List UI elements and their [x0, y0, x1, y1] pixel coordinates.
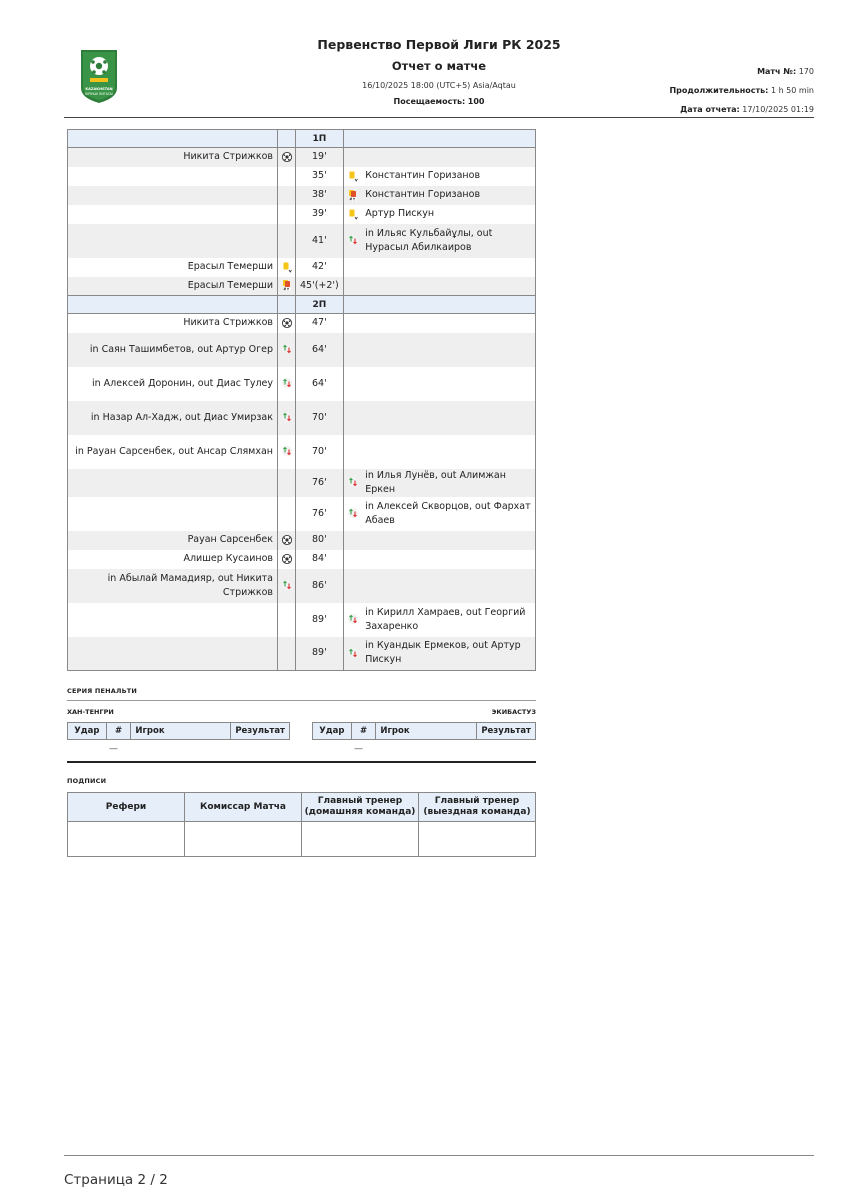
yellow-card-icon	[347, 170, 359, 182]
goal-ball-icon	[281, 317, 293, 329]
footer-divider	[64, 1155, 814, 1156]
page-number: Страница 2 / 2	[64, 1172, 168, 1188]
event-minute: 70'	[296, 435, 344, 469]
home-event-text: Ерасыл Темерши	[68, 277, 278, 296]
event-row	[68, 148, 536, 167]
home-event-icon	[278, 550, 296, 569]
event-minute: 86'	[296, 569, 344, 603]
away-event-icon	[343, 148, 363, 167]
away-event-text	[363, 569, 535, 603]
event-row	[68, 258, 536, 277]
substitution-icon	[281, 411, 293, 423]
away-event-icon	[343, 637, 363, 671]
event-minute: 76'	[296, 469, 344, 497]
home-event-text: Никита Стрижков	[68, 148, 278, 167]
signatures-table	[67, 792, 536, 857]
referee-label: Рефери	[105, 801, 147, 812]
signatures-section-label: ПОДПИСИ	[67, 777, 107, 785]
away-event-icon	[343, 531, 363, 550]
home-event-icon	[278, 435, 296, 469]
away-coach-label-2: (выездная команда)	[423, 807, 531, 817]
referee-signature-cell	[68, 822, 185, 857]
home-coach-label-1: Главный тренер	[317, 796, 403, 806]
event-minute: 42'	[296, 258, 344, 277]
match-datetime: 16/10/2025 18:00 (UTC+5) Asia/Aqtau	[362, 81, 516, 90]
event-minute: 89'	[296, 637, 344, 671]
home-event-text	[68, 224, 278, 258]
event-minute: 47'	[296, 314, 344, 333]
away-event-icon	[343, 186, 363, 205]
period-header-row	[68, 130, 536, 148]
logo-text-2: БІРІНШІ ЛИГАСЫ	[85, 92, 113, 96]
home-event-text	[68, 469, 278, 497]
match-meta	[669, 62, 814, 119]
away-event-text: Константин Горизанов	[363, 186, 535, 205]
away-penalties-empty: —	[354, 744, 363, 754]
substitution-icon	[347, 507, 359, 519]
home-team-name: ХАН-ТЕНГРИ	[67, 708, 114, 716]
away-event-icon	[343, 314, 363, 333]
away-event-text	[363, 531, 535, 550]
home-col-result: Результат	[231, 723, 290, 740]
event-row	[68, 469, 536, 497]
event-minute: 19'	[296, 148, 344, 167]
event-row	[68, 205, 536, 224]
home-event-icon	[278, 603, 296, 637]
period-label: 1П	[296, 130, 344, 148]
goal-ball-icon	[281, 151, 293, 163]
home-event-icon	[278, 333, 296, 367]
away-event-icon	[343, 333, 363, 367]
home-event-text: Алишер Кусаинов	[68, 550, 278, 569]
period-header-row	[68, 296, 536, 314]
match-number	[669, 62, 814, 81]
away-event-text	[363, 367, 535, 401]
away-event-text	[363, 148, 535, 167]
period-label: 2П	[296, 296, 344, 314]
match-duration	[669, 81, 814, 100]
away-event-text	[363, 314, 535, 333]
home-event-icon	[278, 637, 296, 671]
home-event-icon	[278, 167, 296, 186]
event-minute: 76'	[296, 497, 344, 531]
away-col-kick: Удар	[313, 723, 352, 740]
event-row	[68, 224, 536, 258]
report-date-value: 17/10/2025 01:19	[742, 105, 814, 114]
home-col-kick: Удар	[68, 723, 107, 740]
event-row	[68, 603, 536, 637]
penalties-divider	[67, 700, 536, 701]
away-event-icon	[343, 550, 363, 569]
away-event-icon	[343, 497, 363, 531]
substitution-icon	[281, 377, 293, 389]
away-event-icon	[343, 224, 363, 258]
substitution-icon	[347, 234, 359, 246]
home-event-icon	[278, 531, 296, 550]
away-col-result: Результат	[477, 723, 536, 740]
match-number-value: 170	[798, 67, 814, 76]
event-row	[68, 367, 536, 401]
home-event-text	[68, 603, 278, 637]
away-coach-label-1: Главный тренер	[434, 796, 520, 806]
event-minute: 45'(+2')	[296, 277, 344, 296]
penalties-section-label: СЕРИЯ ПЕНАЛЬТИ	[67, 687, 138, 695]
event-row	[68, 531, 536, 550]
report-date	[669, 100, 814, 119]
event-minute: 64'	[296, 333, 344, 367]
home-penalties-empty: —	[109, 744, 118, 754]
away-event-icon	[343, 258, 363, 277]
home-event-text	[68, 637, 278, 671]
home-event-icon	[278, 148, 296, 167]
away-event-text	[363, 333, 535, 367]
home-event-icon	[278, 569, 296, 603]
event-row	[68, 401, 536, 435]
away-event-icon	[343, 401, 363, 435]
away-team-name: ЭКИБАСТУЗ	[491, 708, 536, 716]
goal-ball-icon	[281, 534, 293, 546]
home-event-text: in Алексей Доронин, out Диас Тулеу	[68, 367, 278, 401]
home-event-icon	[278, 314, 296, 333]
event-row	[68, 277, 536, 296]
commissioner-signature-cell	[185, 822, 302, 857]
home-event-text: in Рауан Сарсенбек, out Ансар Слямхан	[68, 435, 278, 469]
away-event-text: in Кирилл Хамраев, out Георгий Захаренко	[363, 603, 535, 637]
away-event-icon	[343, 469, 363, 497]
event-row	[68, 186, 536, 205]
event-row	[68, 497, 536, 531]
home-penalties-table	[67, 722, 290, 740]
commissioner-label: Комиссар Матча	[199, 801, 287, 812]
event-minute: 39'	[296, 205, 344, 224]
events-body	[68, 130, 536, 671]
away-event-text: in Алексей Скворцов, out Фархат Абаев	[363, 497, 535, 531]
away-event-text: in Куандык Ермеков, out Артур Пискун	[363, 637, 535, 671]
home-event-icon	[278, 224, 296, 258]
away-col-player: Игрок	[376, 723, 477, 740]
home-event-text	[68, 205, 278, 224]
home-event-text	[68, 186, 278, 205]
event-row	[68, 314, 536, 333]
away-event-text: in Илья Лунёв, out Алимжан Еркен	[363, 469, 535, 497]
event-row	[68, 550, 536, 569]
home-event-text	[68, 497, 278, 531]
event-minute: 84'	[296, 550, 344, 569]
event-row	[68, 637, 536, 671]
away-event-icon	[343, 367, 363, 401]
away-coach-header	[419, 793, 536, 822]
away-coach-signature-cell	[419, 822, 536, 857]
substitution-icon	[281, 445, 293, 457]
event-minute: 80'	[296, 531, 344, 550]
away-event-icon	[343, 277, 363, 296]
home-event-icon	[278, 469, 296, 497]
home-coach-label-2: (домашняя команда)	[304, 807, 416, 817]
substitution-icon	[347, 476, 359, 488]
competition-title: Первенство Первой Лиги РК 2025	[317, 37, 561, 52]
report-date-label: Дата отчета:	[680, 105, 740, 114]
away-event-icon	[343, 435, 363, 469]
home-event-text: Рауан Сарсенбек	[68, 531, 278, 550]
commissioner-header	[185, 793, 302, 822]
away-event-text: in Ильяс Кульбайұлы, out Нурасыл Абилкаиров	[363, 224, 535, 258]
event-minute: 89'	[296, 603, 344, 637]
away-event-text: Константин Горизанов	[363, 167, 535, 186]
home-event-icon	[278, 205, 296, 224]
home-event-icon	[278, 186, 296, 205]
second-yellow-card-icon	[347, 189, 359, 201]
match-number-label: Матч №:	[757, 67, 797, 76]
away-event-text	[363, 277, 535, 296]
yellow-card-icon	[281, 261, 293, 273]
substitution-icon	[347, 647, 359, 659]
away-event-icon	[343, 603, 363, 637]
duration-value: 1 h 50 min	[770, 86, 814, 95]
duration-label: Продолжительность:	[669, 86, 769, 95]
home-event-text	[68, 167, 278, 186]
home-event-text: in Саян Ташимбетов, out Артур Огер	[68, 333, 278, 367]
away-event-text	[363, 550, 535, 569]
home-col-num: #	[106, 723, 131, 740]
event-row	[68, 435, 536, 469]
away-penalties-table	[312, 722, 536, 740]
home-event-icon	[278, 277, 296, 296]
report-header	[64, 34, 814, 118]
away-event-icon	[343, 167, 363, 186]
home-event-icon	[278, 367, 296, 401]
home-event-text: in Назар Ал-Хадж, out Диас Умирзак	[68, 401, 278, 435]
substitution-icon	[347, 613, 359, 625]
event-row	[68, 569, 536, 603]
away-event-text	[363, 401, 535, 435]
event-minute: 41'	[296, 224, 344, 258]
home-event-text: Ерасыл Темерши	[68, 258, 278, 277]
attendance-value: 100	[467, 97, 485, 106]
match-events-table	[67, 129, 536, 671]
second-yellow-card-icon	[281, 279, 293, 291]
event-minute: 70'	[296, 401, 344, 435]
logo-text-1: KAZAKHSTAN	[85, 87, 113, 91]
referee-header	[68, 793, 185, 822]
penalties-bottom-rule	[67, 761, 536, 763]
away-event-text: Артур Пискун	[363, 205, 535, 224]
away-event-icon	[343, 569, 363, 603]
home-event-icon	[278, 258, 296, 277]
event-minute: 38'	[296, 186, 344, 205]
yellow-card-icon	[347, 208, 359, 220]
substitution-icon	[281, 579, 293, 591]
attendance-label: Посещаемость:	[393, 97, 466, 106]
goal-ball-icon	[281, 553, 293, 565]
away-event-text	[363, 258, 535, 277]
home-event-icon	[278, 401, 296, 435]
away-event-icon	[343, 205, 363, 224]
home-event-text: Никита Стрижков	[68, 314, 278, 333]
substitution-icon	[281, 343, 293, 355]
away-col-num: #	[351, 723, 376, 740]
event-row	[68, 333, 536, 367]
home-col-player: Игрок	[131, 723, 231, 740]
event-row	[68, 167, 536, 186]
event-minute: 64'	[296, 367, 344, 401]
home-event-icon	[278, 497, 296, 531]
report-subtitle: Отчет о матче	[391, 59, 487, 73]
event-minute: 35'	[296, 167, 344, 186]
home-coach-signature-cell	[302, 822, 419, 857]
home-coach-header	[302, 793, 419, 822]
away-event-text	[363, 435, 535, 469]
home-event-text: in Абылай Мамадияр, out Никита Стрижков	[68, 569, 278, 603]
